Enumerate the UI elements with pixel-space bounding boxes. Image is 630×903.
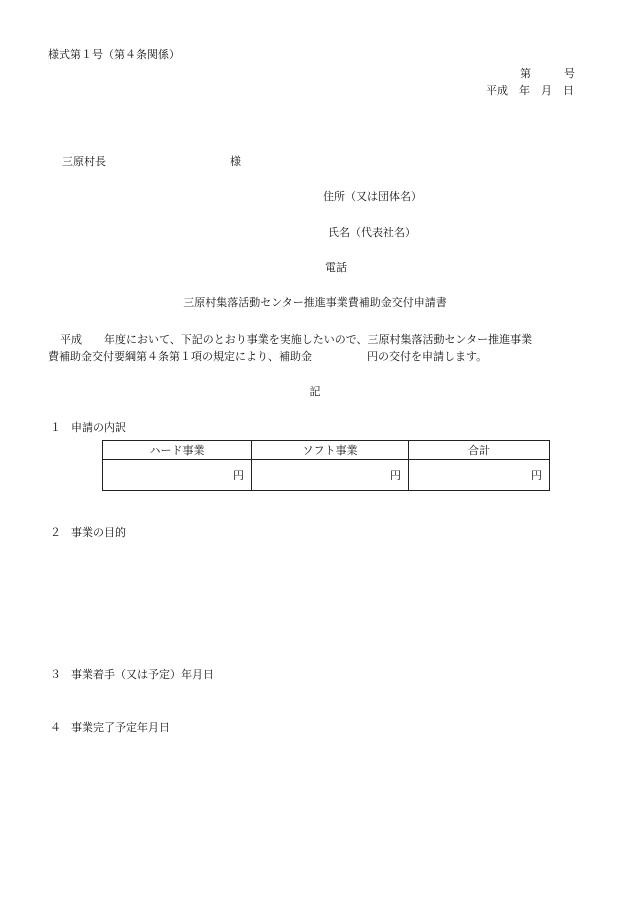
form-number: 様式第１号（第４条関係） <box>48 48 180 61</box>
section-4-heading <box>50 721 170 735</box>
section-number: ３ <box>50 668 61 681</box>
body-line-1: 平成 年度において、下記のとおり事業を実施したいので、三原村集落活動センター推進事業 <box>60 333 533 346</box>
section-number: ４ <box>50 721 61 734</box>
header-total: 合計 <box>409 441 550 460</box>
addressee-name: 三原村長 <box>62 155 106 168</box>
cell-soft-amount[interactable]: 円 <box>252 460 409 491</box>
table-row <box>103 460 550 491</box>
application-body <box>48 331 584 365</box>
section-label: 事業着手（又は予定）年月日 <box>71 668 214 681</box>
cell-hard-amount[interactable]: 円 <box>103 460 252 491</box>
document-date: 平成 年 月 日 <box>486 84 574 97</box>
section-3-heading <box>50 668 214 682</box>
cell-total-amount[interactable]: 円 <box>409 460 550 491</box>
section-label: 申請の内訳 <box>71 421 126 434</box>
table-header-row <box>103 441 550 460</box>
section-2-heading <box>50 526 126 540</box>
header-hard-project: ハード事業 <box>103 441 252 460</box>
applicant-phone-label: 電話 <box>325 261 347 274</box>
budget-table <box>102 440 550 491</box>
addressee-honorific: 様 <box>230 155 241 168</box>
header-soft-project: ソフト事業 <box>252 441 409 460</box>
applicant-name-label: 氏名（代表社名） <box>328 226 416 239</box>
section-label: 事業の目的 <box>71 526 126 539</box>
section-label: 事業完了予定年月日 <box>71 721 170 734</box>
section-number: ２ <box>50 526 61 539</box>
body-line-2: 費補助金交付要綱第４条第１項の規定により、補助金 円の交付を申請します。 <box>48 350 488 363</box>
section-number: １ <box>50 421 61 434</box>
applicant-address-label: 住所（又は団体名） <box>323 190 422 203</box>
ki-heading: 記 <box>309 385 321 398</box>
section-1-heading <box>50 421 126 435</box>
document-number: 第 号 <box>520 67 575 80</box>
page-title: 三原村集落活動センター推進事業費補助金交付申請書 <box>183 296 447 309</box>
